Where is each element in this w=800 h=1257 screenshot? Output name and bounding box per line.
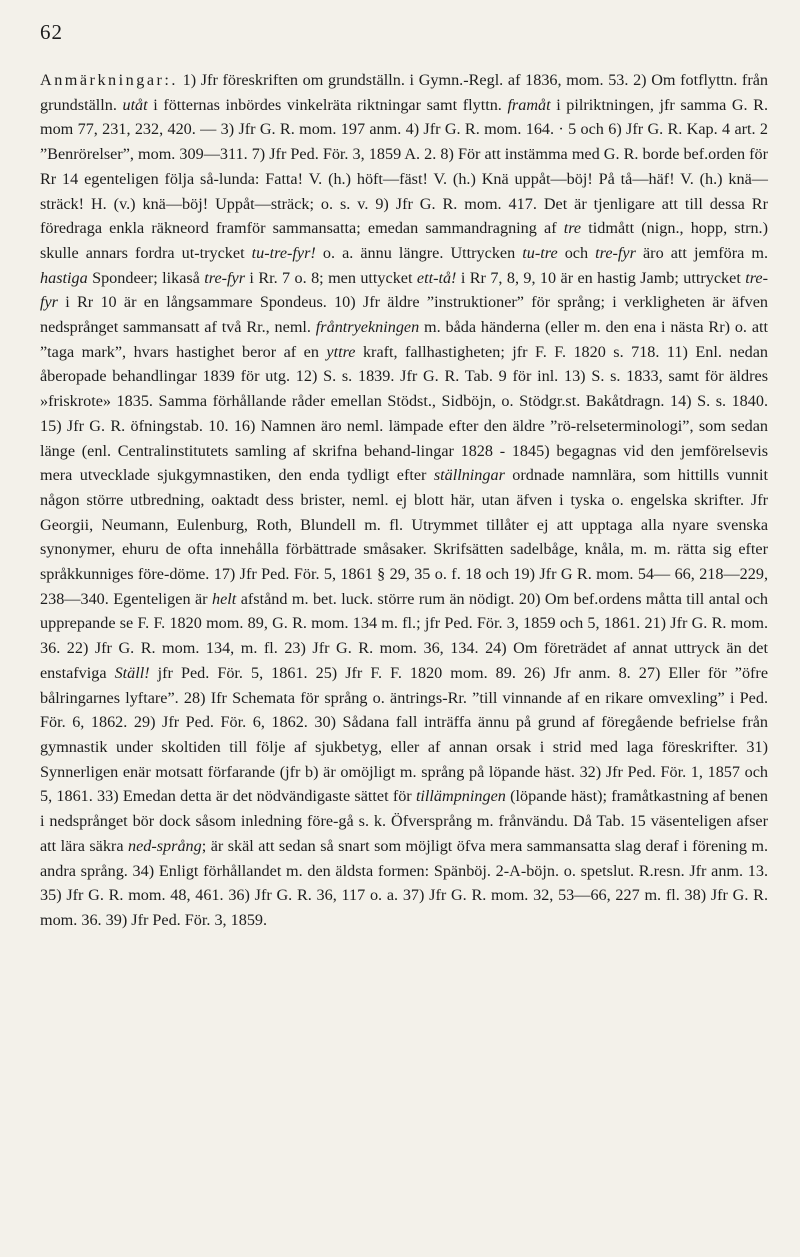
note-text: o. a. ännu längre. Uttrycken — [315, 243, 523, 262]
italic-term: ett-tå! — [416, 268, 457, 287]
note-text: m. båda händerna (eller m. den ena i nästa Rr) o. att ”taga mark”, hvars hastighet beror af en — [40, 318, 768, 361]
italic-term: tu-tre-fyr! — [251, 243, 316, 262]
note-text: i fötternas inbördes vinkelräta riktningar samt flyttn. — [147, 95, 508, 114]
footnotes-block — [40, 68, 768, 933]
italic-term: utåt — [122, 95, 148, 114]
note-text: Spondeer; likaså — [87, 268, 205, 287]
italic-term: helt — [211, 589, 237, 608]
note-text: kraft, fallhastigheten; jfr F. F. 1820 s. 718. 11) Enl. nedan åberopade behandlingar 1839 för utg. 12) S. s. 1839. Jfr G. R. Tab. 9 för inl. 13) S. s. 1833, samt för äldres »friskrote» 1835. Samma förhållande råder emellan Stödst., Sidböjn, o. Stödgr.st. Bakåtdragn. 14) S. s. 1840. 15) Jfr G. R. öfningstab. 10. 16) Namnen äro neml. lämpade efter den äldre ”rö-relseterminologi”, som sedan länge (enl. Centralinstitutets samling af skrifna behand-lingar 1828 - 1845) begagnas vid den jemförelsevis mera utvecklade sjukgymnastiken, den enda tydligt efter — [40, 342, 768, 485]
italic-term: fråntryekningen — [315, 318, 420, 337]
note-text: i Rr 10 är en långsammare Spondeus. 10) Jfr äldre ”instruktioner” för språng; i verkligheten är äfven nedsprånget sammansatt af två Rr., neml. — [40, 293, 768, 337]
italic-term: tre-fyr — [595, 243, 636, 262]
italic-term: yttre — [326, 342, 356, 361]
note-text: (löpande häst); framåtkastning af benen i nedsprånget bör dock såsom inledning före-gå s. k. Öfversprång m. frånvändu. Då Tab. 15 väsenteligen afser att lära säkra — [40, 787, 768, 855]
note-text: äro att jemföra m. — [635, 243, 769, 262]
note-text: ; är skäl att sedan så snart som möjligt öfva mera sammansatta slag deraf i förening m. andra språng. 34) Enligt förhållandet m. den äldsta formen: Spänböj. 2-A-böjn. o. spetslut. R.resn. Jfr anm. 13. 35) Jfr G. R. mom. 48, 461. 36) Jfr G. R. 36, 117 o. a. 37) Jfr G. R. mom. 32, 53—66, 227 m. fl. 38) Jfr G. R. mom. 36. 39) Jfr Ped. För. 3, 1859. — [40, 836, 769, 929]
italic-term: ned-språng — [127, 836, 202, 855]
note-text: tidmått (nign., hopp, strn.) skulle annars fordra ut-trycket — [40, 219, 768, 262]
note-text: ordnade namnlära, som hittills vunnit någon större utbredning, oaktadt dess brister, neml. ej blott här, utan äfven i tyska o. engelska skrifter. Jfr Georgii, Neumann, Eulenburg, Roth, Blundell m. fl. Utrymmet tillåter ej att upptaga alla nyare svenska synonymer, ehuru de ofta innehålla förbättrade småsaker. Skrifsätten sadelbåge, knåla, m. m. rätta sig efter språkkunniges före-döme. 17) Jfr Ped. För. 5, 1861 § 29, 35 o. f. 18 och 19) Jfr G R. mom. 54— 66, 218—229, 238—340. Egenteligen är — [40, 466, 768, 608]
footnotes-paragraph — [40, 68, 768, 933]
italic-term: tre-fyr — [204, 268, 246, 287]
footnotes-heading: Anmärkningar:. — [40, 71, 178, 89]
italic-term: Ställ! — [114, 663, 150, 682]
italic-term: tillämpningen — [415, 787, 506, 806]
italic-term: tre — [563, 219, 582, 238]
italic-term: tre-fyr — [40, 268, 769, 312]
italic-term: framåt — [507, 95, 551, 114]
note-text: jfr Ped. För. 5, 1861. 25) Jfr F. F. 1820 mom. 89. 26) Jfr anm. 8. 27) Eller för ”öfre bålringarnes lyftare”. 28) Ifr Schemata för språng o. äntrings-Rr. ”till vinnande af en rikare omvexling” i Ped. För. 6, 1862. 29) Jfr Ped. För. 6, 1862. 30) Sådana fall inträffa ännu på grund af föregående befrielse från gymnastik under skoltiden till följe af sjukbetyg, eller af annan orsak i strid med laga föreskrifter. 31) Synnerligen enär motsatt förfarande (jfr b) är omöjligt m. språng på löpande häst. 32) Jfr Ped. För. 1, 1857 och 5, 1861. 33) Emedan detta är det nödvändigaste sättet för — [40, 663, 768, 806]
italic-term: tu-tre — [522, 243, 558, 262]
note-text: i Rr 7, 8, 9, 10 är en hastig Jamb; uttrycket — [456, 268, 746, 287]
note-text: 1) Jfr föreskriften om grundställn. i Gymn.-Regl. af 1836, mom. 53. 2) Om fotflyttn. från grundställn. — [40, 71, 768, 114]
note-text: i Rr. 7 o. 8; men uttycket — [245, 268, 417, 287]
italic-term: hastiga — [40, 268, 88, 287]
note-text: i pilriktningen, jfr samma G. R. mom 77, 231, 232, 420. — 3) Jfr G. R. mom. 197 anm. 4) Jfr G. R. mom. 164. · 5 och 6) Jfr G. R. Kap. 4 art. 2 ”Benrörelser”, mom. 309—311. 7) Jfr Ped. För. 3, 1859 A. 2. 8) För att instämma med G. R. borde bef.orden för Rr 14 egenteligen följa så-lunda: Fatta! V. (h.) höft—fäst! V. (h.) Knä uppåt—böj! På tå—häf! V. (h.) knä—sträck! H. (v.) knä—böj! Uppåt—sträck; o. s. v. 9) Jfr G. R. mom. 417. Det är tjenligare att till dessa Rr föredraga enkla räkneord framför sammansatta; emedan sammandragning af — [40, 95, 768, 238]
note-text: afstånd m. bet. luck. större rum än nödigt. 20) Om bef.ordens måtta till antal och upprepande se F. F. 1820 mom. 89, G. R. mom. 134 m. fl.; jfr Ped. För. 3, 1859 och 5, 1861. 21) Jfr G. R. mom. 36. 22) Jfr G. R. mom. 134, m. fl. 23) Jfr G. R. mom. 36, 134. 24) Om företrädet af annat uttryck än det enstafviga — [40, 589, 768, 682]
page-number: 62 — [40, 20, 63, 44]
note-text: och — [557, 243, 596, 262]
italic-term: ställningar — [433, 466, 505, 485]
